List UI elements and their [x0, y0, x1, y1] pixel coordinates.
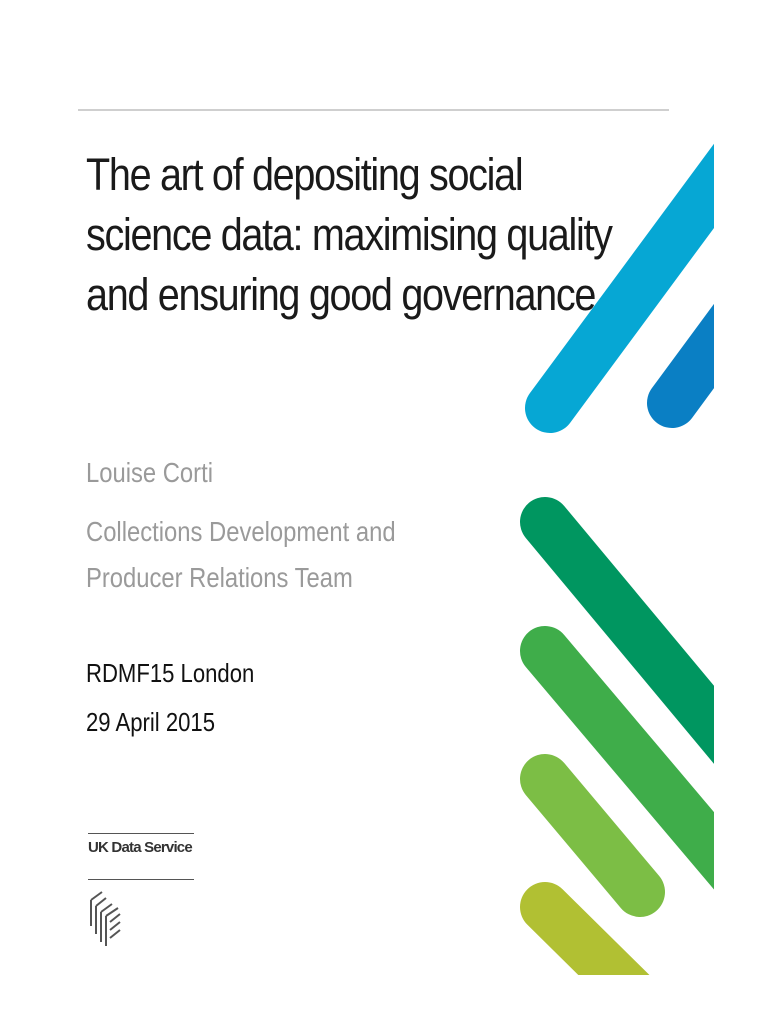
stripe-dark-blue [672, 270, 770, 403]
stripe-light-green [545, 779, 640, 892]
event-name: RDMF15 London [86, 658, 255, 688]
stripe-light-blue [550, 110, 770, 408]
stripe-olive [545, 907, 700, 1024]
author-name: Louise Corti [86, 457, 213, 488]
title-line-1: The art of depositing social [86, 149, 523, 200]
logo-text: UK Data Service [88, 839, 192, 856]
team-line-1: Collections Development and [86, 516, 396, 547]
event-date: 29 April 2015 [86, 707, 216, 737]
team-line-2: Producer Relations Team [86, 562, 353, 593]
title-line-2: science data: maximising quality [86, 209, 612, 260]
title-line-3: and ensuring good governance [86, 269, 596, 320]
